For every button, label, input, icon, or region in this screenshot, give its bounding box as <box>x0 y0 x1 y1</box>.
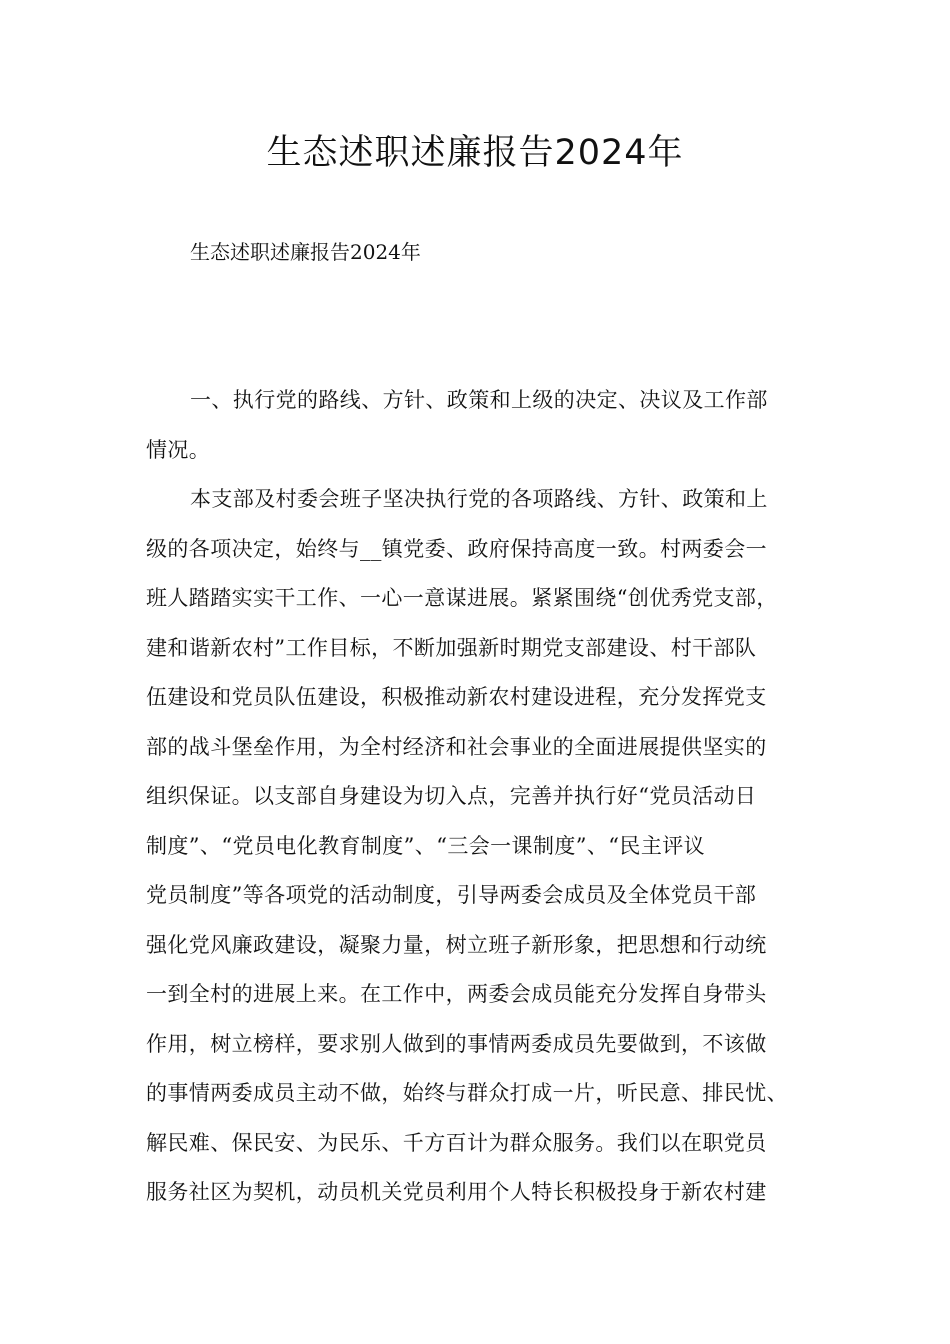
document-subtitle: 生态述职述廉报告2024年 <box>190 240 421 264</box>
body-line: 一到全村的进展上来。在工作中，两委会成员能充分发挥自身带头 <box>146 982 767 1006</box>
body-line: 党员制度”等各项党的活动制度，引导两委会成员及全体党员干部 <box>146 883 757 907</box>
body-line: 的事情两委成员主动不做，始终与群众打成一片，听民意、排民忧、 <box>146 1081 788 1105</box>
body-line: 解民难、保民安、为民乐、千方百计为群众服务。我们以在职党员 <box>146 1130 767 1155</box>
document-body <box>146 382 806 1224</box>
body-line: 建和谐新农村”工作目标，不断加强新时期党支部建设、村干部队 <box>146 635 757 660</box>
document-title: 生态述职述廉报告2024年 <box>266 133 684 173</box>
body-line: 级的各项决定，始终与__镇党委、政府保持高度一致。村两委会一 <box>146 536 767 561</box>
body-line: 伍建设和党员队伍建设，积极推动新农村建设进程，充分发挥党支 <box>146 685 767 709</box>
body-line: 班人踏踏实实干工作、一心一意谋进展。紧紧围绕“创优秀党支部， <box>146 586 778 610</box>
body-line: 制度”、“党员电化教育制度”、“三会一课制度”、“民主评议 <box>146 833 706 858</box>
body-line: 一、执行党的路线、方针、政策和上级的决定、决议及工作部 <box>190 388 768 412</box>
body-line: 本支部及村委会班子坚决执行党的各项路线、方针、政策和上 <box>190 487 768 511</box>
body-line: 强化党风廉政建设，凝聚力量，树立班子新形象，把思想和行动统 <box>146 932 767 957</box>
body-line: 情况。 <box>146 437 211 462</box>
body-line: 部的战斗堡垒作用，为全村经济和社会事业的全面进展提供坚实的 <box>146 734 767 759</box>
body-line: 组织保证。以支部自身建设为切入点，完善并执行好“党员活动日 <box>146 784 757 808</box>
body-line: 作用，树立榜样，要求别人做到的事情两委成员先要做到，不该做 <box>146 1031 767 1056</box>
body-line: 服务社区为契机，动员机关党员利用个人特长积极投身于新农村建 <box>146 1180 767 1204</box>
